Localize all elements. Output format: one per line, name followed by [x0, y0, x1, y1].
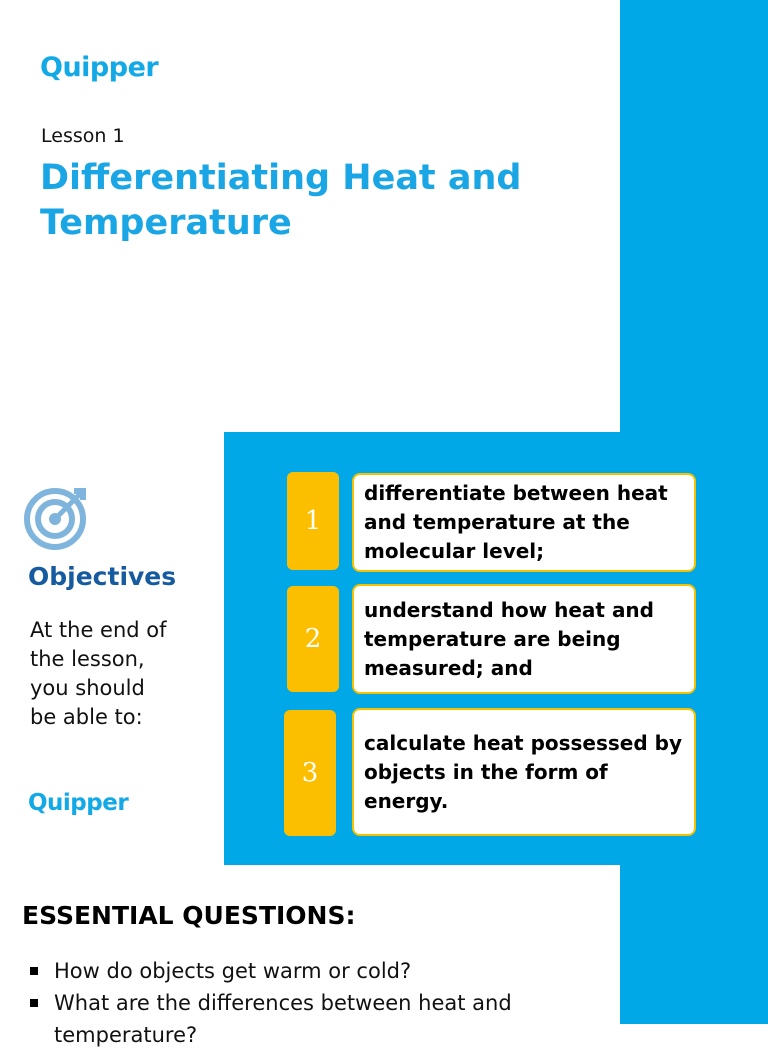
objectives-panel — [224, 432, 768, 865]
quipper-logo-small: Quipper — [28, 790, 129, 816]
bullet-icon — [30, 999, 38, 1007]
bullet-icon — [30, 967, 38, 975]
list-item — [30, 987, 610, 1051]
objective-number-1: 1 — [287, 472, 339, 570]
title-slide — [0, 0, 768, 432]
question-text: How do objects get warm or cold? — [54, 959, 412, 983]
objective-number-2: 2 — [287, 586, 339, 692]
questions-slide — [0, 865, 768, 1047]
objectives-slide — [0, 432, 768, 865]
question-text: What are the differences between heat and temperature? — [54, 991, 512, 1047]
lesson-title: Differentiating Heat and Temperature — [40, 158, 522, 243]
questions-list — [30, 955, 610, 1051]
objective-text-2: understand how heat and temperature are being measured; and — [352, 584, 696, 694]
list-item — [30, 955, 610, 987]
quipper-logo: Quipper — [40, 52, 159, 83]
questions-heading: ESSENTIAL QUESTIONS: — [22, 901, 356, 930]
objective-text-3: calculate heat possessed by objects in the form of energy. — [352, 708, 696, 836]
side-band — [620, 0, 768, 432]
objective-text-1: differentiate between heat and temperature at the molecular level; — [352, 473, 696, 572]
objectives-heading: Objectives — [28, 562, 177, 591]
objectives-intro: At the end of the lesson, you should be able to: — [30, 618, 167, 729]
target-icon — [24, 484, 90, 550]
objective-number-3: 3 — [284, 710, 336, 836]
side-band — [620, 865, 768, 1024]
lesson-label: Lesson 1 — [41, 125, 125, 147]
